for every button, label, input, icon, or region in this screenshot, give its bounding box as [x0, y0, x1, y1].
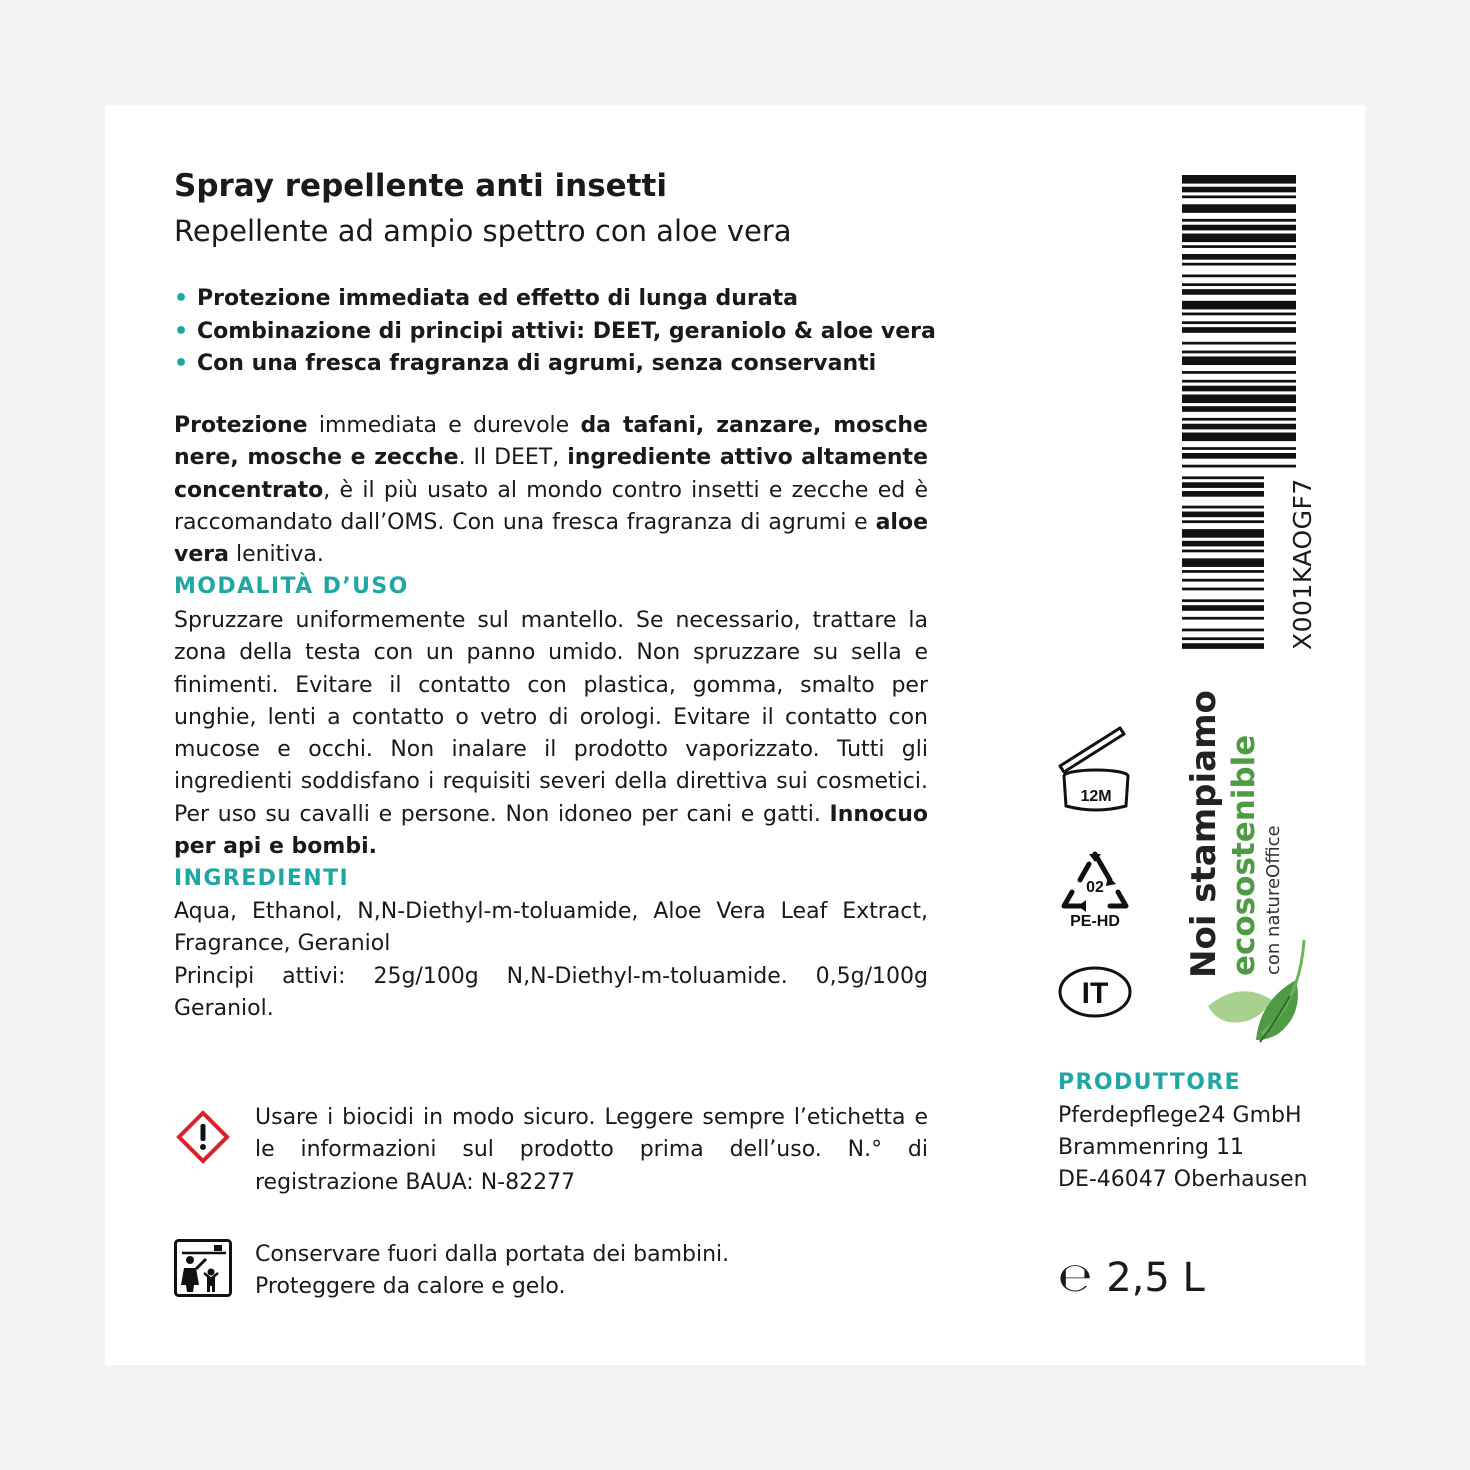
barcode-bar: [1182, 605, 1264, 611]
barcode-bar: [1182, 195, 1296, 198]
leaf-icon: [1200, 930, 1312, 1046]
barcode-bar: [1182, 371, 1296, 374]
barcode-bar: [1182, 637, 1264, 640]
bullet-dot-icon: •: [174, 318, 189, 344]
feature-text: Protezione immediata ed effetto di lunga durata: [197, 286, 799, 311]
recycle-code: 02: [1086, 879, 1104, 896]
barcode-bar: [1182, 380, 1296, 383]
barcode-bar: [1182, 321, 1296, 324]
barcode-bar: [1182, 275, 1296, 278]
barcode-bar: [1182, 476, 1264, 479]
barcode-bar: [1182, 482, 1264, 488]
barcode-bar: [1182, 394, 1296, 403]
barcode-bar: [1182, 643, 1264, 649]
feature-text: Con una fresca fragranza di agrumi, senza conservanti: [197, 351, 877, 376]
barcode-bar: [1182, 491, 1264, 497]
ingredients-heading: INGREDIENTI: [174, 866, 350, 891]
biocide-warning: Usare i biocidi in modo sicuro. Leggere sempre l’etichetta e le informazioni sul prodotto prima dell’uso. N.° di registrazione BAUA: N-82277: [255, 1105, 928, 1195]
storage-warning-1: Conservare fuori dalla portata dei bambini.: [255, 1242, 730, 1267]
description-segment: , è il più usato al mondo contro insetti e zecche ed è raccomandato dall’OMS. Con una fresca fragranza di agrumi e: [174, 477, 928, 535]
barcode-bar: [1182, 351, 1296, 354]
barcode-bar: [1182, 313, 1296, 316]
description-segment: . Il DEET,: [458, 445, 568, 471]
producer-city: DE-46047 Oberhausen: [1058, 1167, 1308, 1192]
barcode-bar: [1182, 453, 1296, 459]
open-jar-pao-icon: [1056, 722, 1136, 814]
usage-text: [174, 605, 928, 863]
feature-item: [174, 316, 936, 349]
barcode-bar: [1182, 204, 1296, 213]
barcode-bar: [1182, 465, 1296, 468]
description: [174, 410, 928, 571]
usage-body: Spruzzare uniformemente sul mantello. Se necessario, trattare la zona della testa con un panno umido. Non spruzzare su sella e finimenti. Evitare il contatto con plastica, gomma, smalto per unghie, lenti a contatto o vetro di orologi. Evitare il contatto con mucose e occhi. Non inalare il prodotto vaporizzato. Tutti gli ingredienti soddisfano i requisiti severi della direttiva sui cosmetici. Per uso su cavalli e persone. Non idoneo per cani e gatti.: [174, 608, 928, 827]
feature-list: [174, 283, 936, 381]
description-segment: aloe vera: [174, 509, 928, 568]
recycle-icon: [1058, 848, 1132, 932]
eco-line-1: Noi stampiamo: [1184, 690, 1224, 978]
producer-name: Pferdepflege24 GmbH: [1058, 1103, 1302, 1128]
pao-label: 12M: [1080, 788, 1112, 805]
barcode-bar: [1182, 356, 1296, 365]
eco-line-3: con natureOffice: [1263, 825, 1284, 975]
usage-heading: MODALITÀ D’USO: [174, 574, 409, 599]
product-title: Spray repellente anti insetti: [174, 168, 667, 204]
barcode-bar: [1182, 424, 1296, 430]
product-subtitle: Repellente ad ampio spettro con aloe vera: [174, 214, 792, 248]
barcode-bar: [1182, 629, 1264, 632]
producer-heading: PRODUTTORE: [1058, 1070, 1242, 1095]
barcode-bar: [1182, 263, 1296, 266]
barcode-bar: [1182, 558, 1264, 567]
barcode-bar: [1182, 570, 1264, 573]
feature-item: [174, 348, 936, 381]
description-segment: Protezione: [174, 413, 308, 438]
barcode-bar: [1182, 225, 1296, 231]
barcode-bar: [1182, 254, 1296, 260]
barcode-bar: [1182, 342, 1296, 345]
usage-bold-note: Innocuo per api e bombi.: [174, 801, 928, 860]
barcode-bar: [1182, 550, 1264, 553]
barcode-bar: [1182, 541, 1264, 547]
description-segment: immediata e durevole: [307, 413, 581, 438]
barcode-bar: [1182, 327, 1296, 333]
barcode-bar: [1182, 406, 1296, 412]
barcode-bar: [1182, 588, 1264, 591]
description-segment: ingrediente attivo altamente concentrato: [174, 445, 928, 503]
eco-line-2: ecosostenible: [1226, 734, 1262, 976]
feature-text: Combinazione di principi attivi: DEET, geraniolo & aloe vera: [197, 318, 936, 344]
barcode-bar: [1182, 617, 1264, 620]
barcode-bar: [1182, 506, 1264, 509]
barcode-bar: [1182, 447, 1296, 450]
barcode-bar: [1182, 219, 1296, 222]
recycle-material: PE-HD: [1070, 913, 1120, 930]
barcode-bar: [1182, 234, 1296, 243]
barcode-bar: [1182, 579, 1264, 582]
storage-warning-2: Proteggere da calore e gelo.: [255, 1274, 566, 1299]
barcode-number: X001KAOGF7: [1288, 478, 1317, 650]
barcode: [1182, 175, 1296, 652]
feature-item: [174, 283, 936, 316]
barcode-bar: [1182, 245, 1296, 248]
producer-street: Brammenring 11: [1058, 1135, 1245, 1160]
barcode-bar: [1182, 512, 1264, 518]
bullet-dot-icon: •: [174, 351, 189, 376]
barcode-bar: [1182, 301, 1296, 310]
description-segment: lenitiva.: [228, 542, 324, 568]
keep-away-from-children-icon: [174, 1239, 232, 1297]
country-oval: [1057, 965, 1133, 1019]
hazard-diamond-icon: [173, 1107, 233, 1167]
bullet-dot-icon: •: [174, 286, 189, 311]
volume-amount: 2,5 L: [1106, 1255, 1205, 1301]
barcode-bar: [1182, 529, 1264, 538]
active-ingredients: Principi attivi: 25g/100g N,N-Diethyl-m-toluamide. 0,5g/100g Geraniol.: [174, 964, 928, 1022]
description-segment: da tafani, zanzare, mosche nere, mosche e zecche: [174, 413, 928, 471]
barcode-bar: [1182, 187, 1296, 193]
barcode-bar: [1182, 520, 1264, 523]
ingredients-list: Aqua, Ethanol, N,N-Diethyl-m-toluamide, Aloe Vera Leaf Extract, Fragrance, Geraniol: [174, 899, 928, 957]
net-volume: [1058, 1255, 1205, 1301]
barcode-bar: [1182, 599, 1264, 602]
country-code: IT: [1081, 977, 1109, 1010]
barcode-bar: [1182, 433, 1296, 442]
barcode-bar: [1182, 386, 1296, 392]
barcode-bar: [1182, 418, 1296, 421]
barcode-bar: [1182, 175, 1296, 184]
barcode-bar: [1182, 283, 1296, 286]
barcode-bar: [1182, 289, 1296, 295]
e-mark-icon: ℮: [1058, 1255, 1093, 1301]
